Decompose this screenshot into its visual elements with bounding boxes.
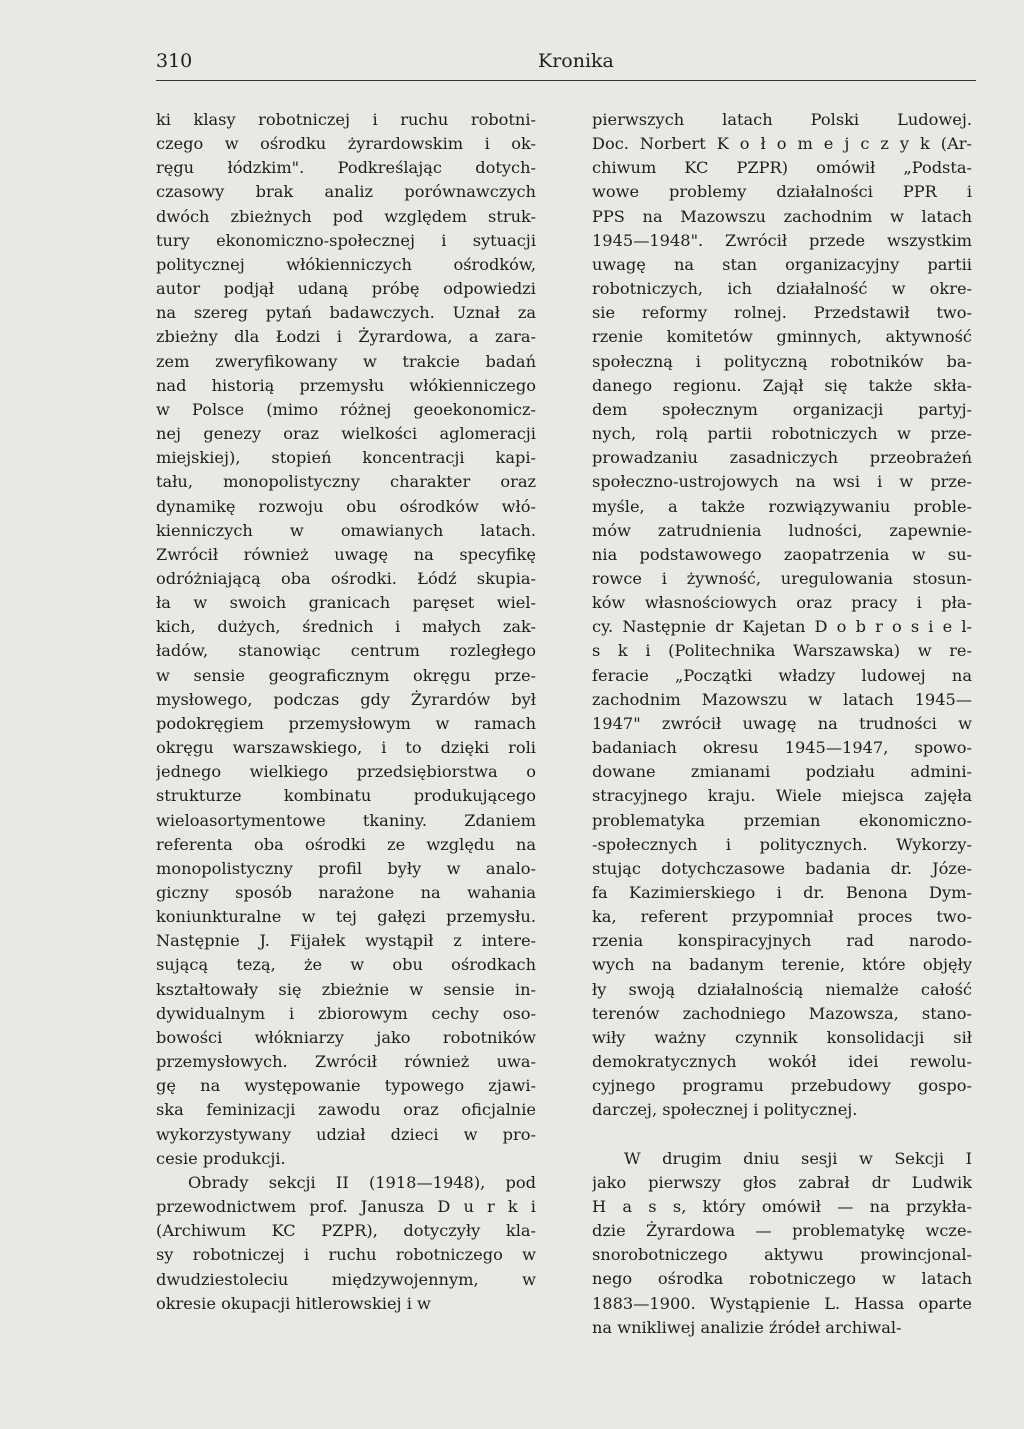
- text-line: kształtowały się zbieżnie w sensie in-: [156, 979, 536, 999]
- text-line: W drugim dniu sesji w Sekcji I: [624, 1148, 972, 1168]
- text-line: w sensie geograficznym okręgu prze-: [156, 665, 536, 685]
- page-number: 310: [156, 50, 193, 72]
- text-line: nad historią przemysłu włókienniczego: [156, 375, 536, 395]
- text-line: wiły ważny czynnik konsolidacji sił: [592, 1027, 972, 1047]
- text-line: (Archiwum KC PZPR), dotyczyły kla-: [156, 1221, 536, 1241]
- text-line: chiwum KC PZPR) omówił „Podsta-: [592, 158, 972, 178]
- text-line: demokratycznych wokół idei rewolu-: [592, 1052, 972, 1072]
- text-line: monopolistyczny profil były w analo-: [156, 858, 536, 878]
- text-line: badaniach okresu 1945—1947, spowo-: [592, 738, 972, 758]
- text-line: snorobotniczego aktywu prowincjonal-: [592, 1245, 972, 1265]
- text-line: Doc. Norbert K o ł o m e j c z y k (Ar-: [592, 134, 972, 154]
- text-line: H a s s, który omówił — na przykła-: [592, 1196, 972, 1216]
- text-line: problematyka przemian ekonomiczno-: [592, 810, 972, 830]
- text-line: koniunkturalne w tej gałęzi przemysłu.: [156, 907, 536, 927]
- text-line: giczny sposób narażone na wahania: [156, 883, 536, 902]
- text-line: tury ekonomiczno-społecznej i sytuacji: [156, 230, 536, 250]
- text-line: tału, monopolistyczny charakter oraz: [156, 472, 536, 492]
- text-line: -społecznych i politycznych. Wykorzy-: [592, 834, 972, 854]
- text-line: nych, rolą partii robotniczych w prze-: [592, 424, 972, 444]
- header-rule: [156, 80, 976, 81]
- text-line: zachodnim Mazowszu w latach 1945—: [592, 689, 972, 709]
- text-line: przewodnictwem prof. Janusza D u r k i: [156, 1197, 536, 1217]
- text-line: robotniczych, ich działalność w okre-: [592, 279, 972, 299]
- text-line: kich, dużych, średnich i małych zak-: [156, 617, 536, 637]
- text-line: okresie okupacji hitlerowskiej i w: [156, 1293, 431, 1313]
- text-line: na wnikliwej analizie źródeł archiwal-: [592, 1317, 902, 1337]
- text-line: sującą tezą, że w obu ośrodkach: [156, 955, 536, 975]
- text-line: PPS na Mazowszu zachodnim w latach: [592, 206, 972, 226]
- text-line: ka, referent przypomniał proces two-: [592, 907, 972, 927]
- text-line: cesie produkcji.: [156, 1148, 286, 1168]
- text-line: ładów, stanowiąc centrum rozległego: [156, 641, 536, 661]
- text-line: ki klasy robotniczej i ruchu robotni-: [156, 110, 536, 129]
- text-line: sie reformy rolnej. Przedstawił two-: [592, 303, 972, 323]
- text-line: rowce i żywność, uregulowania stosun-: [592, 568, 972, 588]
- text-line: stracyjnego kraju. Wiele miejsca zajęła: [592, 786, 972, 806]
- text-line: stując dotychczasowe badania dr. Józe-: [592, 858, 972, 878]
- text-line: nej genezy oraz wielkości aglomeracji: [156, 424, 536, 444]
- text-line: terenów zachodniego Mazowsza, stano-: [592, 1003, 972, 1023]
- text-line: dzie Żyrardowa — problematykę wcze-: [592, 1221, 972, 1241]
- text-line: nia podstawowego zaopatrzenia w su-: [592, 544, 972, 564]
- text-line: [592, 1123, 972, 1147]
- text-line: mów zatrudnienia ludności, zapewnie-: [592, 520, 972, 540]
- text-line: dynamikę rozwoju obu ośrodków włó-: [156, 496, 536, 516]
- text-line: dem społecznym organizacji partyj-: [592, 399, 972, 419]
- text-line: okręgu warszawskiego, i to dzięki roli: [156, 738, 536, 758]
- text-line: dywidualnym i zbiorowym cechy oso-: [156, 1003, 536, 1023]
- text-line: pierwszych latach Polski Ludowej.: [592, 110, 972, 129]
- text-line: jednego wielkiego przedsiębiorstwa o: [156, 762, 536, 782]
- text-line: Następnie J. Fijałek wystąpił z intere-: [156, 931, 536, 951]
- text-line: przemysłowych. Zwrócił również uwa-: [156, 1052, 536, 1072]
- text-line: ręgu łódzkim". Podkreślając dotych-: [156, 158, 536, 178]
- text-line: w Polsce (mimo różnej geoekonomicz-: [156, 399, 536, 419]
- text-line: autor podjął udaną próbę odpowiedzi: [156, 279, 536, 299]
- text-line: jako pierwszy głos zabrał dr Ludwik: [592, 1172, 972, 1192]
- text-line: zem zweryfikowany w trakcie badań: [156, 351, 536, 371]
- text-line: Obrady sekcji II (1918—1948), pod: [188, 1172, 536, 1192]
- text-line: rzenia konspiracyjnych rad narodo-: [592, 931, 972, 951]
- text-line: dwudziestoleciu międzywojennym, w: [156, 1269, 536, 1289]
- text-line: wowe problemy działalności PPR i: [592, 182, 972, 202]
- running-head: Kronika: [538, 50, 614, 72]
- text-line: czego w ośrodku żyrardowskim i ok-: [156, 134, 536, 154]
- text-line: 1947" zwrócił uwagę na trudności w: [592, 713, 972, 733]
- text-line: nego ośrodka robotniczego w latach: [592, 1269, 972, 1289]
- text-line: prowadzaniu zasadniczych przeobrażeń: [592, 448, 972, 468]
- text-line: uwagę na stan organizacyjny partii: [592, 254, 972, 274]
- text-line: wych na badanym terenie, które objęły: [592, 955, 972, 975]
- text-line: dwóch zbieżnych pod względem struk-: [156, 206, 536, 226]
- text-line: myśle, a także rozwiązywaniu proble-: [592, 496, 972, 516]
- text-line: politycznej włókienniczych ośrodków,: [156, 254, 536, 274]
- text-line: zbieżny dla Łodzi i Żyrardowa, a zara-: [156, 327, 536, 347]
- text-line: s k i (Politechnika Warszawska) w re-: [592, 641, 972, 661]
- text-line: miejskiej), stopień koncentracji kapi-: [156, 448, 536, 468]
- text-line: danego regionu. Zajął się także skła-: [592, 375, 972, 395]
- text-line: rzenie komitetów gminnych, aktywność: [592, 327, 972, 347]
- text-line: cyjnego programu przebudowy gospo-: [592, 1076, 972, 1096]
- text-line: Zwrócił również uwagę na specyfikę: [156, 544, 536, 564]
- text-line: mysłowego, podczas gdy Żyrardów był: [156, 689, 536, 709]
- right-column: [592, 108, 972, 1340]
- text-line: ła w swoich granicach paręset wiel-: [156, 593, 536, 613]
- text-line: referenta oba ośrodki ze względu na: [156, 834, 536, 854]
- text-line: kienniczych w omawianych latach.: [156, 520, 536, 540]
- text-line: feracie „Początki władzy ludowej na: [592, 665, 972, 685]
- left-column: [156, 108, 536, 1316]
- text-line: 1883—1900. Wystąpienie L. Hassa oparte: [592, 1293, 972, 1313]
- text-line: na szereg pytań badawczych. Uznał za: [156, 303, 536, 323]
- text-line: odróżniającą oba ośrodki. Łódź skupia-: [156, 568, 536, 588]
- page-header: [156, 46, 976, 76]
- text-line: dowane zmianami podziału admini-: [592, 762, 972, 782]
- text-line: sy robotniczej i ruchu robotniczego w: [156, 1245, 536, 1265]
- text-line: ły swoją działalnością niemalże całość: [592, 979, 972, 999]
- text-line: 1945—1948". Zwrócił przede wszystkim: [592, 230, 972, 250]
- text-line: społeczną i polityczną robotników ba-: [592, 351, 972, 371]
- text-line: wykorzystywany udział dzieci w pro-: [156, 1124, 536, 1144]
- text-line: darczej, społecznej i politycznej.: [592, 1100, 858, 1120]
- text-line: wieloasortymentowe tkaniny. Zdaniem: [156, 810, 536, 830]
- text-line: cy. Następnie dr Kajetan D o b r o s i e l-: [592, 617, 972, 637]
- text-line: społeczno-ustrojowych na wsi i w prze-: [592, 472, 972, 492]
- text-line: strukturze kombinatu produkującego: [156, 786, 536, 806]
- text-line: gę na występowanie typowego zjawi-: [156, 1076, 536, 1096]
- text-line: bowości włókniarzy jako robotników: [156, 1027, 536, 1047]
- text-line: ków własnościowych oraz pracy i pła-: [592, 593, 972, 613]
- text-line: ska feminizacji zawodu oraz oficjalnie: [156, 1100, 536, 1120]
- text-line: podokręgiem przemysłowym w ramach: [156, 713, 536, 733]
- text-line: czasowy brak analiz porównawczych: [156, 182, 536, 202]
- text-line: fa Kazimierskiego i dr. Benona Dym-: [592, 883, 972, 902]
